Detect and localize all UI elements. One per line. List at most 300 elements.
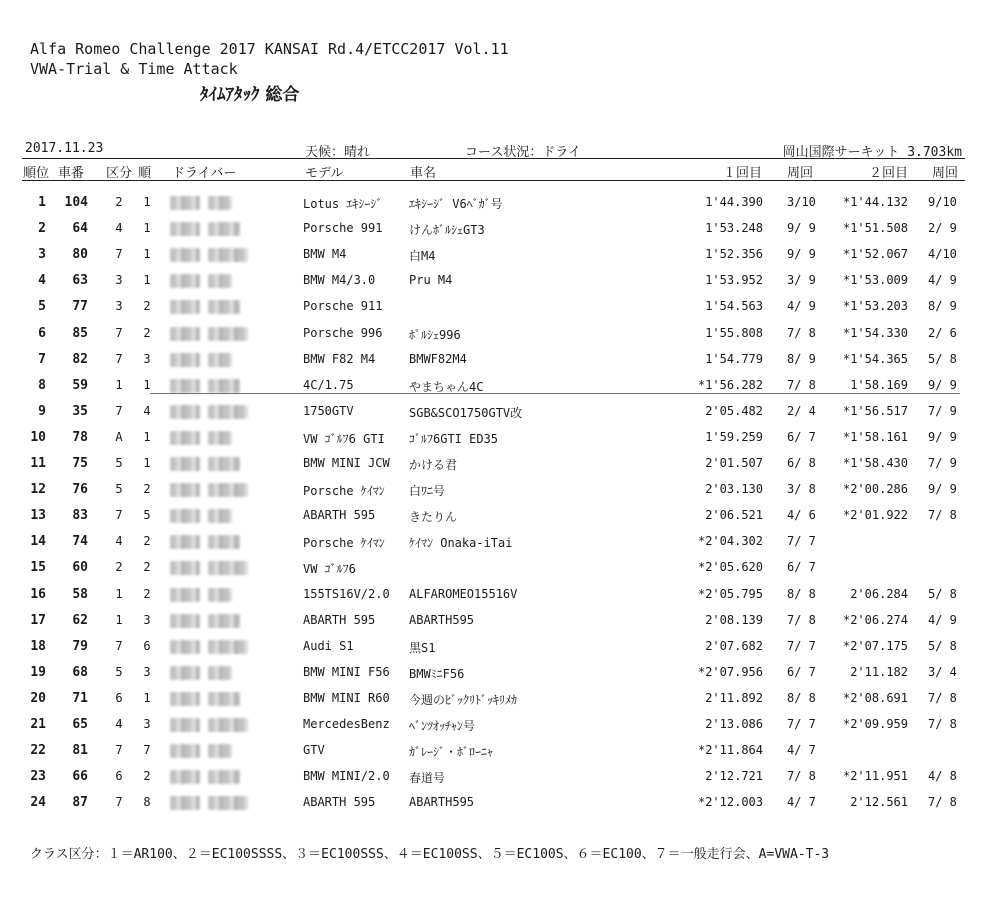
- cell-t2: *2'00.286: [842, 482, 908, 497]
- driver-name-redacted: [170, 483, 200, 497]
- driver-name-redacted: [208, 483, 248, 497]
- driver-name-redacted: [208, 718, 248, 732]
- cell-l2: 2/ 9: [928, 221, 957, 236]
- cell-car: 白M4: [409, 249, 436, 264]
- cell-l1: 3/10: [787, 195, 816, 209]
- cell-t2: *1'52.067: [842, 247, 908, 262]
- table-row: [0, 529, 987, 555]
- driver-name-redacted: [170, 248, 200, 262]
- cell-num: 82: [72, 351, 88, 367]
- cell-l1: 7/ 7: [787, 638, 816, 653]
- driver-name-redacted: [170, 692, 200, 706]
- table-row: [0, 608, 987, 634]
- cell-car: けんﾎﾞﾙｼｪGT3: [409, 223, 485, 238]
- cell-ord: 7: [143, 743, 151, 758]
- cell-t2: *2'11.951: [842, 769, 908, 784]
- cell-num: 79: [72, 638, 88, 654]
- cell-t1: 1'44.390: [705, 195, 763, 209]
- header-top-rule: [22, 158, 965, 159]
- cell-l2: 5/ 8: [928, 638, 957, 653]
- cell-cls: 1: [115, 586, 123, 601]
- driver-name-redacted: [208, 588, 232, 602]
- cell-model: Porsche ｹｲﾏﾝ: [303, 484, 385, 499]
- cell-model: 4C/1.75: [303, 377, 354, 392]
- cell-t2: *2'07.175: [842, 638, 908, 653]
- cell-pos: 16: [30, 586, 46, 602]
- cell-cls: 5: [115, 482, 123, 497]
- cell-model: BMW M4: [303, 247, 347, 262]
- cell-t2: 2'06.284: [850, 586, 908, 601]
- cell-ord: 1: [143, 456, 151, 470]
- cell-t1: *2'05.620: [697, 560, 763, 575]
- cell-num: 77: [72, 299, 88, 315]
- cell-pos: 12: [30, 482, 46, 498]
- cell-cls: 4: [115, 534, 123, 549]
- driver-name-redacted: [208, 222, 240, 236]
- driver-name-redacted: [208, 535, 240, 549]
- cell-l1: 6/ 7: [787, 664, 816, 679]
- cell-l2: 9/ 9: [928, 377, 957, 392]
- cell-model: Porsche 911: [303, 299, 383, 314]
- table-row: [0, 451, 987, 477]
- header-class: 区分: [106, 166, 133, 181]
- cell-num: 64: [72, 221, 88, 237]
- driver-name-redacted: [170, 744, 200, 758]
- cell-t1: *2'12.003: [697, 795, 763, 810]
- cell-t1: 2'03.130: [705, 482, 763, 497]
- driver-name-redacted: [170, 509, 200, 523]
- driver-name-redacted: [208, 666, 232, 680]
- cell-num: 59: [72, 377, 88, 393]
- driver-name-redacted: [170, 640, 200, 654]
- driver-name-redacted: [170, 718, 200, 732]
- cell-num: 63: [72, 273, 88, 289]
- driver-name-redacted: [170, 535, 200, 549]
- cell-cls: 1: [115, 377, 123, 392]
- cell-num: 74: [72, 534, 88, 550]
- header-lap2: 周回: [932, 166, 959, 181]
- cell-pos: 14: [30, 534, 46, 550]
- table-row: [0, 242, 987, 268]
- cell-l1: 6/ 7: [787, 429, 816, 444]
- cell-model: Porsche 991: [303, 221, 383, 236]
- cell-cls: 1: [115, 612, 123, 627]
- cell-t1: 1'55.808: [705, 325, 763, 340]
- cell-car: ABARTH595: [409, 795, 475, 810]
- cell-t1: 2'06.521: [705, 508, 763, 523]
- table-row: [0, 425, 987, 451]
- cell-cls: 7: [115, 795, 123, 810]
- driver-name-redacted: [170, 614, 200, 628]
- cell-cls: 5: [115, 664, 123, 679]
- driver-name-redacted: [170, 405, 200, 419]
- cell-model: Porsche 996: [303, 325, 383, 340]
- driver-name-redacted: [170, 588, 200, 602]
- cell-l1: 2/ 4: [787, 403, 816, 418]
- course-condition: コース状況：ドライ: [465, 145, 581, 160]
- cell-t2: *1'58.161: [842, 429, 908, 444]
- cell-pos: 1: [38, 195, 46, 210]
- cell-l1: 6/ 8: [787, 456, 816, 470]
- cell-cls: 5: [115, 456, 123, 470]
- cell-car: ｺﾞﾙﾌ6GTI ED35: [409, 431, 499, 446]
- cell-pos: 4: [38, 273, 46, 289]
- highlight-rule: [150, 393, 960, 394]
- driver-name-redacted: [170, 222, 200, 236]
- cell-num: 66: [72, 769, 88, 785]
- event-subtitle: VWA-Trial & Time Attack: [30, 60, 238, 78]
- cell-cls: 7: [115, 403, 123, 418]
- cell-l1: 8/ 9: [787, 351, 816, 366]
- cell-num: 83: [72, 508, 88, 524]
- cell-car: Pru M4: [409, 273, 453, 288]
- table-row: [0, 268, 987, 294]
- cell-t1: 1'54.779: [705, 351, 763, 366]
- table-row: [0, 738, 987, 764]
- cell-t2: *1'51.508: [842, 221, 908, 236]
- table-row: [0, 686, 987, 712]
- driver-name-redacted: [170, 274, 200, 288]
- driver-name-redacted: [170, 379, 200, 393]
- driver-name-redacted: [170, 353, 200, 367]
- driver-name-redacted: [208, 274, 232, 288]
- driver-name-redacted: [208, 561, 248, 575]
- cell-t2: *2'06.274: [842, 612, 908, 627]
- cell-l1: 3/ 9: [787, 273, 816, 288]
- event-title: Alfa Romeo Challenge 2017 KANSAI Rd.4/ETCC2017 Vol.11: [30, 40, 509, 58]
- header-pos: 順位: [23, 166, 50, 181]
- cell-ord: 2: [143, 482, 151, 497]
- driver-name-redacted: [208, 327, 248, 341]
- cell-l2: 7/ 8: [928, 508, 957, 523]
- cell-l2: 4/ 9: [928, 273, 957, 288]
- cell-car: ALFAROMEO15516V: [409, 586, 518, 601]
- cell-model: Porsche ｹｲﾏﾝ: [303, 536, 385, 551]
- table-row: [0, 660, 987, 686]
- header-lap1: 周回: [787, 166, 814, 181]
- cell-t2: *1'54.330: [842, 325, 908, 340]
- table-row: [0, 503, 987, 529]
- cell-l1: 8/ 8: [787, 690, 816, 705]
- cell-cls: 2: [115, 195, 123, 209]
- cell-ord: 2: [143, 534, 151, 549]
- table-row: [0, 190, 987, 216]
- cell-ord: 1: [143, 195, 151, 209]
- cell-t1: 2'08.139: [705, 612, 763, 627]
- cell-num: 76: [72, 482, 88, 498]
- cell-l2: 4/ 9: [928, 612, 957, 627]
- cell-t1: *2'11.864: [697, 743, 763, 758]
- header-driver: ドライバー: [172, 166, 237, 181]
- cell-ord: 4: [143, 403, 151, 418]
- driver-name-redacted: [208, 196, 232, 210]
- cell-ord: 2: [143, 586, 151, 601]
- cell-t1: 1'54.563: [705, 299, 763, 314]
- cell-num: 68: [72, 664, 88, 680]
- cell-model: VW ｺﾞﾙﾌ6 GTI: [303, 431, 385, 446]
- cell-pos: 17: [30, 612, 46, 628]
- cell-pos: 10: [30, 429, 46, 445]
- table-row: [0, 399, 987, 425]
- cell-cls: 4: [115, 717, 123, 731]
- cell-l1: 8/ 8: [787, 586, 816, 601]
- cell-l2: 3/ 4: [928, 664, 957, 679]
- header-model: モデル: [305, 166, 344, 181]
- cell-pos: 6: [38, 325, 46, 341]
- cell-model: ABARTH 595: [303, 795, 376, 810]
- cell-ord: 3: [143, 717, 151, 731]
- driver-name-redacted: [170, 770, 200, 784]
- cell-cls: A: [115, 429, 123, 444]
- header-bottom-rule: [22, 180, 965, 181]
- cell-cls: 2: [115, 560, 123, 575]
- cell-pos: 21: [30, 717, 46, 732]
- cell-cls: 7: [115, 247, 123, 262]
- cell-model: BMW MINI/2.0: [303, 769, 390, 784]
- cell-t1: 2'07.682: [705, 638, 763, 653]
- cell-l2: 7/ 9: [928, 456, 957, 470]
- cell-l1: 7/ 7: [787, 717, 816, 731]
- cell-t1: 1'52.356: [705, 247, 763, 262]
- cell-ord: 8: [143, 795, 151, 810]
- cell-model: BMW M4/3.0: [303, 273, 376, 288]
- cell-num: 60: [72, 560, 88, 576]
- cell-t1: 2'12.721: [705, 769, 763, 784]
- cell-pos: 22: [30, 743, 46, 759]
- cell-t2: *1'54.365: [842, 351, 908, 366]
- cell-ord: 2: [143, 769, 151, 784]
- cell-l2: 2/ 6: [928, 325, 957, 340]
- cell-cls: 6: [115, 769, 123, 784]
- cell-cls: 7: [115, 351, 123, 366]
- cell-model: ABARTH 595: [303, 612, 376, 627]
- cell-num: 104: [64, 195, 88, 210]
- cell-l2: 7/ 9: [928, 403, 957, 418]
- cell-l2: 7/ 8: [928, 717, 957, 731]
- table-row: [0, 790, 987, 816]
- cell-t1: 2'13.086: [705, 717, 763, 731]
- cell-model: MercedesBenz: [303, 717, 390, 731]
- cell-cls: 7: [115, 325, 123, 340]
- cell-l1: 9/ 9: [787, 247, 816, 262]
- cell-cls: 3: [115, 273, 123, 288]
- cell-cls: 6: [115, 690, 123, 705]
- cell-pos: 5: [38, 299, 46, 315]
- cell-num: 62: [72, 612, 88, 628]
- driver-name-redacted: [170, 300, 200, 314]
- cell-model: ABARTH 595: [303, 508, 376, 523]
- cell-t1: 1'53.952: [705, 273, 763, 288]
- driver-name-redacted: [208, 614, 240, 628]
- cell-t2: *2'01.922: [842, 508, 908, 523]
- cell-t1: *2'04.302: [697, 534, 763, 549]
- driver-name-redacted: [208, 796, 248, 810]
- cell-car: SGB&SCO1750GTV改: [409, 405, 523, 420]
- driver-name-redacted: [208, 379, 240, 393]
- cell-pos: 19: [30, 664, 46, 680]
- cell-pos: 7: [38, 351, 46, 367]
- cell-l1: 4/ 6: [787, 508, 816, 523]
- cell-t1: *2'07.956: [697, 664, 763, 679]
- cell-l1: 7/ 7: [787, 534, 816, 549]
- cell-car: ｴｷｼｰｼﾞ V6ﾍﾞｶﾞ号: [409, 197, 503, 211]
- cell-model: BMW MINI F56: [303, 664, 390, 679]
- cell-t1: *1'56.282: [697, 377, 763, 392]
- cell-l2: 8/ 9: [928, 299, 957, 314]
- cell-t2: *1'44.132: [842, 195, 908, 209]
- cell-ord: 2: [143, 560, 151, 575]
- cell-ord: 1: [143, 690, 151, 705]
- table-row: [0, 764, 987, 790]
- driver-name-redacted: [170, 796, 200, 810]
- cell-car: BMWﾐﾆF56: [409, 666, 465, 681]
- table-row: [0, 373, 987, 399]
- cell-t2: *1'53.203: [842, 299, 908, 314]
- cell-t2: *2'08.691: [842, 690, 908, 705]
- cell-ord: 3: [143, 351, 151, 366]
- class-legend: クラス区分：１＝AR100、２＝EC100SSSS、３＝EC100SSS、４＝EC100SS、５＝EC100S、６＝EC100、７＝一般走行会、A=VWA-T-3: [30, 847, 830, 862]
- cell-pos: 3: [38, 247, 46, 263]
- circuit-name: 岡山国際サーキット 3.703km: [782, 145, 962, 160]
- cell-l2: 9/ 9: [928, 429, 957, 444]
- cell-pos: 24: [30, 795, 46, 811]
- driver-name-redacted: [208, 300, 240, 314]
- cell-t1: 1'53.248: [705, 221, 763, 236]
- cell-pos: 9: [38, 403, 46, 419]
- cell-ord: 2: [143, 325, 151, 340]
- table-row: [0, 321, 987, 347]
- cell-num: 35: [72, 403, 88, 419]
- cell-t1: 2'11.892: [705, 690, 763, 705]
- cell-pos: 2: [38, 221, 46, 237]
- driver-name-redacted: [208, 509, 232, 523]
- cell-car: やまちゃん4C: [409, 379, 484, 394]
- cell-l1: 4/ 7: [787, 743, 816, 758]
- cell-t2: 1'58.169: [850, 377, 908, 392]
- cell-l2: 4/ 8: [928, 769, 957, 784]
- table-row: [0, 477, 987, 503]
- cell-pos: 8: [38, 377, 46, 393]
- cell-l2: 5/ 8: [928, 586, 957, 601]
- cell-t2: 2'12.561: [850, 795, 908, 810]
- cell-ord: 1: [143, 273, 151, 288]
- cell-cls: 3: [115, 299, 123, 314]
- driver-name-redacted: [208, 692, 240, 706]
- cell-ord: 1: [143, 247, 151, 262]
- cell-model: 1750GTV: [303, 403, 354, 418]
- cell-model: GTV: [303, 743, 325, 758]
- table-row: [0, 582, 987, 608]
- header-time1: １回目: [722, 166, 762, 181]
- cell-pos: 23: [30, 769, 46, 785]
- cell-car: 黒S1: [409, 640, 436, 655]
- cell-car: 白ﾜﾆ号: [409, 484, 446, 499]
- cell-model: VW ｺﾞﾙﾌ6: [303, 562, 356, 577]
- session-title: ﾀｲﾑｱﾀｯｸ 総合: [200, 85, 300, 105]
- cell-model: Lotus ｴｷｼｰｼﾞ: [303, 197, 383, 211]
- cell-pos: 18: [30, 638, 46, 654]
- cell-car: かける君: [409, 458, 458, 472]
- cell-l1: 7/ 8: [787, 612, 816, 627]
- cell-ord: 6: [143, 638, 151, 653]
- driver-name-redacted: [170, 431, 200, 445]
- table-row: [0, 294, 987, 320]
- cell-num: 71: [72, 690, 88, 706]
- table-row: [0, 712, 987, 738]
- driver-name-redacted: [170, 457, 200, 471]
- cell-l2: 5/ 8: [928, 351, 957, 366]
- cell-cls: 4: [115, 221, 123, 236]
- cell-l1: 7/ 8: [787, 325, 816, 340]
- cell-pos: 11: [30, 456, 46, 471]
- header-num: 車番: [58, 166, 85, 181]
- cell-num: 85: [72, 325, 88, 341]
- driver-name-redacted: [208, 248, 248, 262]
- cell-t2: *1'58.430: [842, 456, 908, 470]
- header-time2: ２回目: [868, 166, 908, 181]
- table-row: [0, 634, 987, 660]
- driver-name-redacted: [208, 431, 232, 445]
- driver-name-redacted: [170, 666, 200, 680]
- cell-t2: *2'09.959: [842, 717, 908, 731]
- driver-name-redacted: [208, 405, 248, 419]
- cell-car: 春道号: [409, 771, 446, 786]
- cell-l1: 4/ 9: [787, 299, 816, 314]
- cell-num: 78: [72, 429, 88, 445]
- driver-name-redacted: [208, 457, 240, 471]
- cell-l2: 7/ 8: [928, 795, 957, 810]
- cell-ord: 1: [143, 221, 151, 236]
- cell-l2: 7/ 8: [928, 690, 957, 705]
- header-order: 順: [138, 166, 152, 181]
- cell-pos: 20: [30, 690, 46, 706]
- cell-l2: 9/ 9: [928, 482, 957, 497]
- cell-num: 65: [72, 717, 88, 732]
- cell-t1: 1'59.259: [705, 429, 763, 444]
- cell-car: きたりん: [409, 510, 458, 525]
- cell-t1: 2'05.482: [705, 403, 763, 418]
- cell-l1: 4/ 7: [787, 795, 816, 810]
- driver-name-redacted: [170, 196, 200, 210]
- cell-pos: 15: [30, 560, 46, 576]
- driver-name-redacted: [170, 327, 200, 341]
- cell-l2: 9/10: [928, 195, 957, 209]
- table-row: [0, 347, 987, 373]
- driver-name-redacted: [170, 561, 200, 575]
- cell-l1: 6/ 7: [787, 560, 816, 575]
- cell-cls: 7: [115, 638, 123, 653]
- cell-l1: 9/ 9: [787, 221, 816, 236]
- cell-model: BMW MINI R60: [303, 690, 390, 705]
- cell-ord: 3: [143, 612, 151, 627]
- cell-car: BMWF82M4: [409, 351, 467, 366]
- cell-l2: 4/10: [928, 247, 957, 262]
- cell-car: ﾍﾞﾝﾂｵｯﾁｬﾝ号: [409, 719, 476, 733]
- cell-t2: *1'56.517: [842, 403, 908, 418]
- cell-car: ｹｲﾏﾝ Onaka-iTai: [409, 536, 513, 551]
- cell-cls: 7: [115, 743, 123, 758]
- cell-car: 今週のﾋﾞｯｸﾘﾄﾞｯｷﾘﾒｶ: [409, 692, 518, 707]
- cell-car: ｶﾞﾚｰｼﾞ・ﾎﾞﾛｰﾆｬ: [409, 745, 494, 760]
- cell-ord: 5: [143, 508, 151, 523]
- cell-l1: 3/ 8: [787, 482, 816, 497]
- cell-ord: 3: [143, 664, 151, 679]
- cell-ord: 2: [143, 299, 151, 314]
- weather: 天候：晴れ: [305, 145, 371, 160]
- driver-name-redacted: [208, 353, 232, 367]
- cell-num: 80: [72, 247, 88, 263]
- cell-car: ABARTH595: [409, 612, 475, 627]
